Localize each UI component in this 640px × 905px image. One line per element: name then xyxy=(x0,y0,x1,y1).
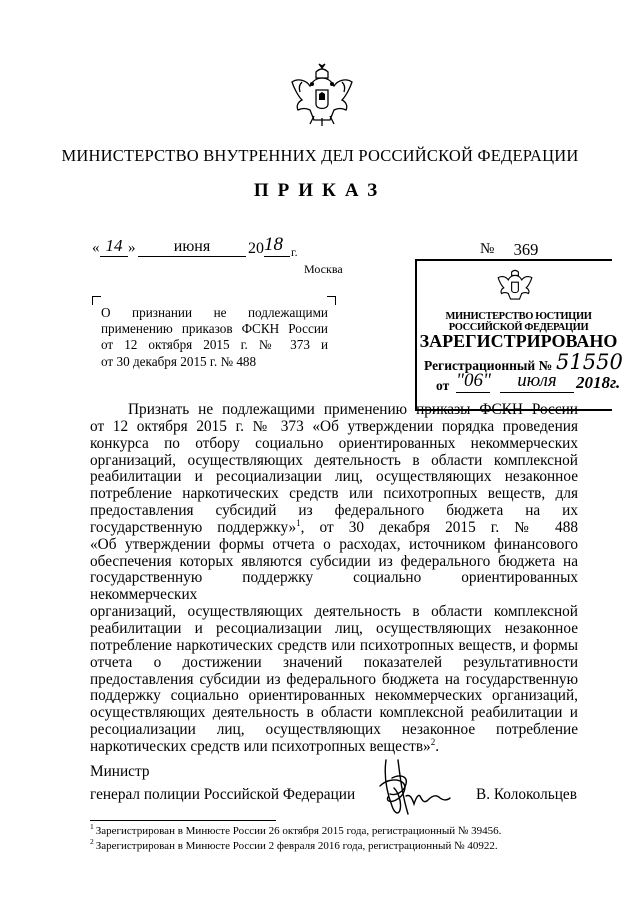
date-year-suffix: 18 xyxy=(264,234,290,257)
footnote-mark: 1 xyxy=(90,822,94,832)
body-line xyxy=(90,736,578,756)
footnote-mark: 2 xyxy=(90,837,94,847)
stamp-date-prefix: от xyxy=(436,378,450,393)
date-day: 14 xyxy=(100,236,128,257)
subject-line: применению приказов ФСКН России xyxy=(101,321,328,337)
footnote-separator xyxy=(90,820,276,821)
ministry-title: МИНИСТЕРСТВО ВНУТРЕННИХ ДЕЛ РОССИЙСКОЙ ФЕДЕРАЦИИ xyxy=(61,146,579,165)
stamp-emblem-icon xyxy=(497,266,533,304)
body-line: отчета о достижении значений показателей результативности xyxy=(90,653,578,671)
body-line: предоставления субсидии из федерального бюджета на государственную xyxy=(90,670,578,688)
signatory-rank: генерал полиции Российской Федерации xyxy=(90,786,356,803)
stamp-date-month: июля xyxy=(500,370,574,393)
body-line: ресоциализации лиц, осуществляющих незаконное потребление xyxy=(90,721,578,739)
stamp-date-year: 2018г. xyxy=(576,373,621,392)
body-line: предоставления субсидий из федерального бюджета на их xyxy=(90,502,578,520)
coat-of-arms-emblem xyxy=(290,62,354,128)
body-line: от 12 октября 2015 г. № 373 «Об утверждении порядка проведения xyxy=(90,417,578,435)
stamp-reg-number: 51550 xyxy=(556,350,623,374)
date-quote-close: » xyxy=(128,240,136,256)
date-month: июня xyxy=(138,238,246,257)
stamp-ministry: МИНИСТЕРСТВО ЮСТИЦИИ РОССИЙСКОЙ ФЕДЕРАЦИИ xyxy=(445,311,592,333)
body-line: реабилитации и ресоциализации лиц, осуществляющих незаконное xyxy=(90,468,578,486)
order-number-label: № xyxy=(480,241,495,257)
city: Москва xyxy=(304,262,343,276)
body-line: поддержку социально ориентированных некоммерческих организаций, xyxy=(90,687,578,705)
signatory-name: В. Колокольцев xyxy=(476,786,577,803)
body-line: «Об утверждении формы отчета о расходах, источником финансового xyxy=(90,535,578,553)
subject-line: О признании не подлежащими xyxy=(101,305,328,320)
body-line: потребление наркотических средств или психотропных веществ, и формы xyxy=(90,636,578,654)
order-body xyxy=(90,402,578,756)
footnote-text: Зарегистрирован в Минюсте России 2 февраля 2016 года, регистрационный № 40922. xyxy=(95,840,498,852)
body-line xyxy=(90,517,578,537)
footnote-text: Зарегистрирован в Минюсте России 26 октября 2015 года, регистрационный № 39456. xyxy=(95,825,502,837)
body-line: организаций, осуществляющих деятельность в области комплексной xyxy=(90,603,578,621)
stamp-date-day: "06" xyxy=(456,370,491,391)
date-year-abbr: г. xyxy=(291,245,298,259)
body-line: обеспечения которых являются субсидии из федерального бюджета на xyxy=(90,552,578,570)
footnote-2 xyxy=(90,837,498,852)
body-line: потребление наркотических средств или психотропных веществ, для xyxy=(90,485,578,503)
subject-line: от 30 декабря 2015 г. № 488 xyxy=(101,353,257,369)
subject-corner-right xyxy=(327,296,336,305)
body-line: государственную поддержку социально ориентированных некоммерческих xyxy=(90,569,578,604)
body-line: организаций, осуществляющих деятельность в области комплексной xyxy=(90,451,578,469)
body-line: реабилитации и ресоциализации лиц, осуществляющих незаконное xyxy=(90,619,578,637)
handwritten-signature xyxy=(372,756,454,826)
document-type: ПРИКАЗ xyxy=(253,180,387,201)
stamp-reg-label: Регистрационный № xyxy=(424,358,553,373)
signatory-title: Министр xyxy=(90,763,150,780)
body-line-part: . xyxy=(435,737,440,755)
subject-corner-left xyxy=(92,296,101,305)
date-quote-open: « xyxy=(92,240,100,256)
footnote-ref-2: 2 xyxy=(430,736,436,747)
date-year-prefix: 20 xyxy=(248,240,264,257)
body-line: осуществляющих деятельность в области комплексной реабилитации и xyxy=(90,704,578,722)
body-line-part: наркотических средств или психотропных веществ» xyxy=(90,737,431,755)
body-line-part: государственную поддержку» xyxy=(90,518,297,536)
body-line: Признать не подлежащими применению приказы ФСКН России xyxy=(128,401,578,418)
footnote-1 xyxy=(90,822,502,837)
order-subject xyxy=(101,305,328,370)
body-line-part: , от 30 декабря 2015 г. № 488 xyxy=(300,518,578,536)
footnote-ref-1: 1 xyxy=(296,517,301,528)
subject-line: от 12 октября 2015 г. № 373 и xyxy=(101,337,328,353)
order-number: 369 xyxy=(502,240,550,261)
body-line: конкурса по отбору социально ориентированных некоммерческих xyxy=(90,434,578,452)
stamp-registered: ЗАРЕГИСТРИРОВАНО xyxy=(419,331,618,351)
